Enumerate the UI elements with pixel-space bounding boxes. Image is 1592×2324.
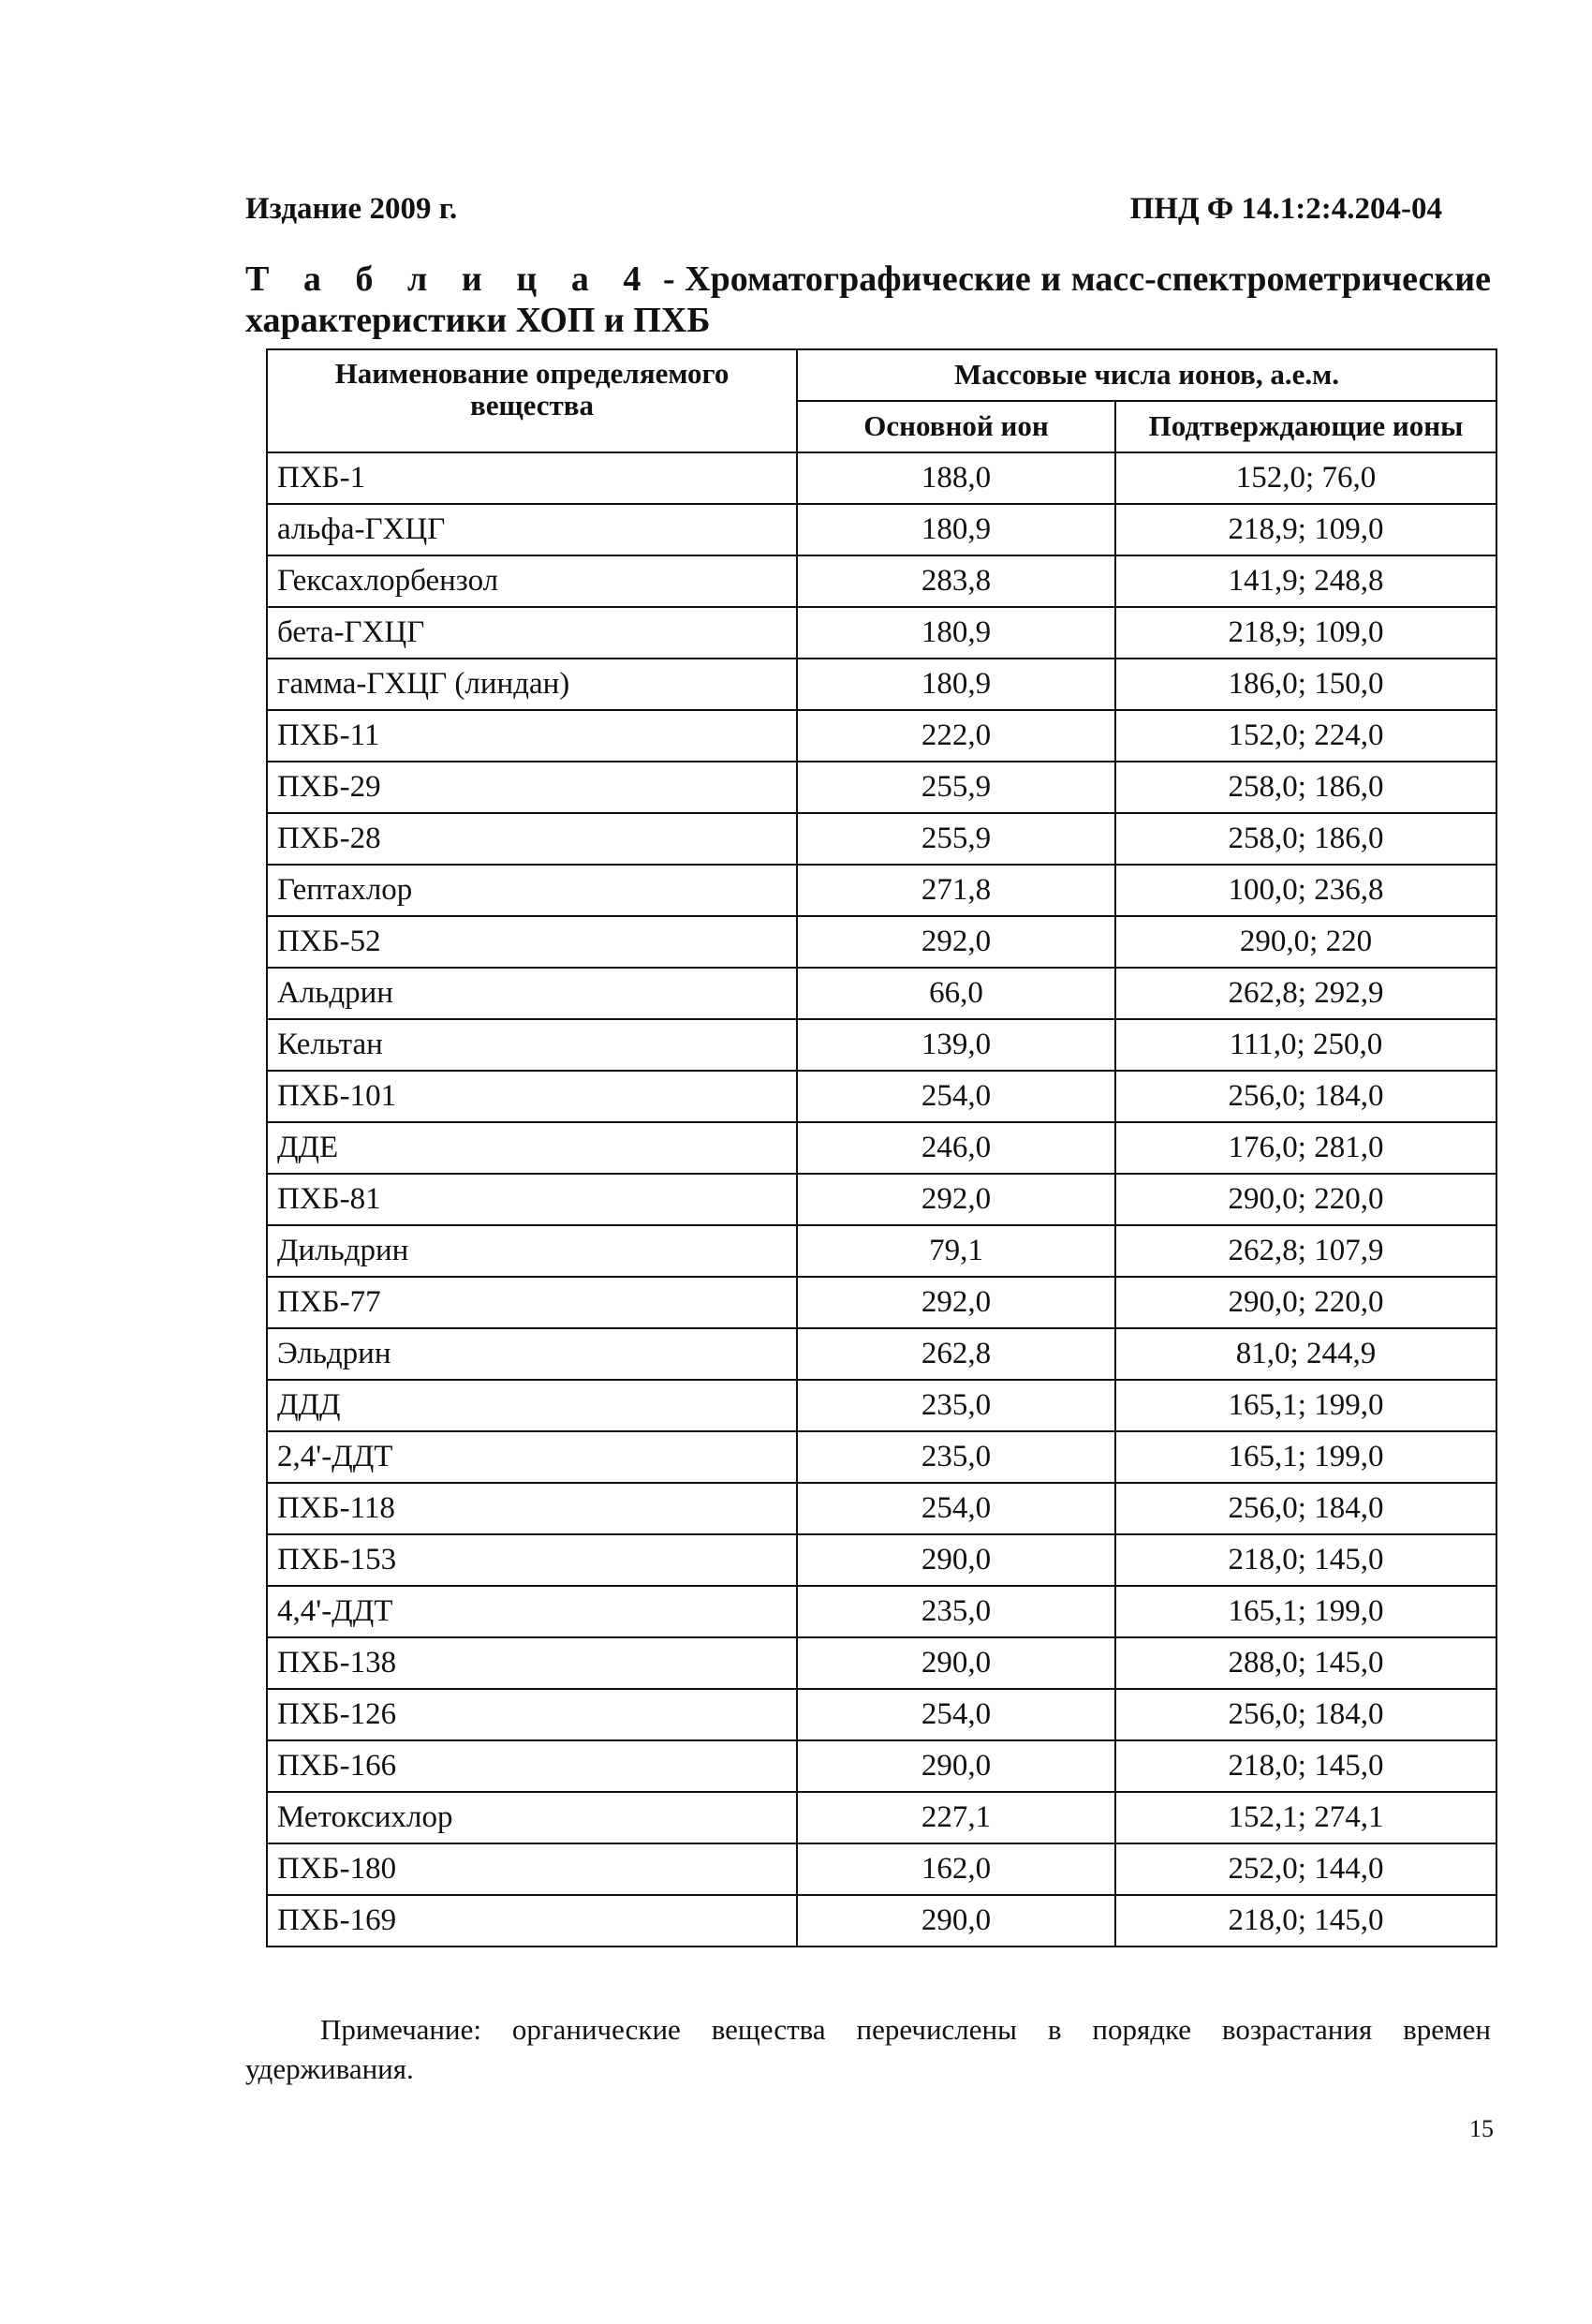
cell-confirm-ions: 141,9; 248,8 [1115, 555, 1496, 607]
cell-main-ion: 180,9 [797, 607, 1115, 659]
cell-substance: 4,4'-ДДТ [267, 1586, 797, 1637]
table-row [267, 1122, 1496, 1174]
cell-main-ion: 271,8 [797, 865, 1115, 916]
cell-main-ion: 283,8 [797, 555, 1115, 607]
cell-main-ion: 254,0 [797, 1689, 1115, 1740]
cell-substance: гамма-ГХЦГ (линдан) [267, 659, 797, 710]
table-row [267, 762, 1496, 813]
cell-substance: Кельтан [267, 1019, 797, 1071]
cell-confirm-ions: 218,9; 109,0 [1115, 607, 1496, 659]
cell-confirm-ions: 262,8; 107,9 [1115, 1225, 1496, 1277]
cell-main-ion: 79,1 [797, 1225, 1115, 1277]
cell-substance: ДДЕ [267, 1122, 797, 1174]
cell-main-ion: 254,0 [797, 1071, 1115, 1122]
cell-main-ion: 188,0 [797, 452, 1115, 504]
cell-main-ion: 292,0 [797, 1277, 1115, 1328]
cell-substance: ПХБ-1 [267, 452, 797, 504]
cell-main-ion: 235,0 [797, 1431, 1115, 1483]
cell-substance: ПХБ-138 [267, 1637, 797, 1689]
cell-confirm-ions: 262,8; 292,9 [1115, 968, 1496, 1019]
table-row [267, 504, 1496, 555]
cell-confirm-ions: 256,0; 184,0 [1115, 1689, 1496, 1740]
cell-substance: ПХБ-180 [267, 1843, 797, 1895]
table-row [267, 865, 1496, 916]
cell-main-ion: 180,9 [797, 659, 1115, 710]
cell-main-ion: 235,0 [797, 1380, 1115, 1431]
table-row [267, 1843, 1496, 1895]
cell-substance: ПХБ-52 [267, 916, 797, 968]
table-body [267, 452, 1496, 1947]
document-code: ПНД Ф 14.1:2:4.204-04 [1129, 192, 1442, 226]
table-row [267, 1225, 1496, 1277]
table-row [267, 555, 1496, 607]
table-row [267, 1174, 1496, 1225]
cell-main-ion: 290,0 [797, 1895, 1115, 1947]
cell-main-ion: 222,0 [797, 710, 1115, 762]
cell-substance: Альдрин [267, 968, 797, 1019]
page-number: 15 [1469, 2115, 1494, 2142]
cell-confirm-ions: 111,0; 250,0 [1115, 1019, 1496, 1071]
cell-confirm-ions: 152,0; 76,0 [1115, 452, 1496, 504]
cell-substance: ПХБ-153 [267, 1534, 797, 1586]
cell-main-ion: 246,0 [797, 1122, 1115, 1174]
cell-confirm-ions: 288,0; 145,0 [1115, 1637, 1496, 1689]
cell-confirm-ions: 152,1; 274,1 [1115, 1792, 1496, 1843]
cell-substance: ПХБ-28 [267, 813, 797, 865]
table-row [267, 1689, 1496, 1740]
cell-substance: ПХБ-126 [267, 1689, 797, 1740]
cell-confirm-ions: 258,0; 186,0 [1115, 813, 1496, 865]
cell-substance: ПХБ-169 [267, 1895, 797, 1947]
cell-main-ion: 235,0 [797, 1586, 1115, 1637]
cell-main-ion: 180,9 [797, 504, 1115, 555]
cell-substance: ПХБ-29 [267, 762, 797, 813]
cell-confirm-ions: 290,0; 220,0 [1115, 1277, 1496, 1328]
cell-confirm-ions: 165,1; 199,0 [1115, 1586, 1496, 1637]
mass-spectra-table [266, 348, 1497, 1947]
cell-main-ion: 66,0 [797, 968, 1115, 1019]
cell-confirm-ions: 165,1; 199,0 [1115, 1431, 1496, 1483]
cell-substance: ПХБ-77 [267, 1277, 797, 1328]
cell-confirm-ions: 290,0; 220 [1115, 916, 1496, 968]
table-row [267, 968, 1496, 1019]
cell-confirm-ions: 176,0; 281,0 [1115, 1122, 1496, 1174]
cell-substance: ПХБ-118 [267, 1483, 797, 1534]
column-header-group: Массовые числа ионов, а.е.м. [797, 349, 1496, 401]
table-row [267, 813, 1496, 865]
cell-substance: бета-ГХЦГ [267, 607, 797, 659]
table-row [267, 710, 1496, 762]
cell-substance: Эльдрин [267, 1328, 797, 1380]
table-caption [245, 259, 1491, 341]
table-row [267, 1895, 1496, 1947]
table-note [245, 2010, 1491, 2089]
cell-confirm-ions: 218,0; 145,0 [1115, 1895, 1496, 1947]
cell-main-ion: 254,0 [797, 1483, 1115, 1534]
table-row [267, 1792, 1496, 1843]
cell-substance: ПХБ-11 [267, 710, 797, 762]
cell-substance: ПХБ-81 [267, 1174, 797, 1225]
cell-confirm-ions: 218,9; 109,0 [1115, 504, 1496, 555]
cell-confirm-ions: 256,0; 184,0 [1115, 1483, 1496, 1534]
cell-substance: Метоксихлор [267, 1792, 797, 1843]
table-row [267, 452, 1496, 504]
cell-main-ion: 162,0 [797, 1843, 1115, 1895]
table-note-text: Примечание: органические вещества перечислены в порядке возрастания времен удерживания. [245, 2013, 1491, 2085]
cell-confirm-ions: 152,0; 224,0 [1115, 710, 1496, 762]
cell-main-ion: 255,9 [797, 762, 1115, 813]
cell-confirm-ions: 290,0; 220,0 [1115, 1174, 1496, 1225]
table-row [267, 1586, 1496, 1637]
cell-substance: Дильдрин [267, 1225, 797, 1277]
table-row [267, 659, 1496, 710]
edition-label: Издание 2009 г. [245, 192, 458, 226]
cell-main-ion: 227,1 [797, 1792, 1115, 1843]
table-row [267, 1328, 1496, 1380]
cell-main-ion: 290,0 [797, 1534, 1115, 1586]
table-row [267, 1534, 1496, 1586]
cell-substance: ПХБ-166 [267, 1740, 797, 1792]
column-header-name: Наименование определяемого вещества [267, 349, 797, 452]
cell-confirm-ions: 81,0; 244,9 [1115, 1328, 1496, 1380]
table-caption-label: Т а б л и ц а 4 [245, 259, 654, 299]
cell-main-ion: 290,0 [797, 1637, 1115, 1689]
cell-main-ion: 139,0 [797, 1019, 1115, 1071]
cell-main-ion: 292,0 [797, 916, 1115, 968]
column-header-main-ion: Основной ион [797, 401, 1115, 452]
table-row [267, 1740, 1496, 1792]
cell-main-ion: 290,0 [797, 1740, 1115, 1792]
column-header-confirm-ions: Подтверждающие ионы [1115, 401, 1496, 452]
table-caption-text: - Хроматографические и масс-спектрометрические характеристики ХОП и ПХБ [245, 259, 1491, 340]
cell-substance: Гептахлор [267, 865, 797, 916]
table-row [267, 1019, 1496, 1071]
cell-confirm-ions: 252,0; 144,0 [1115, 1843, 1496, 1895]
cell-confirm-ions: 100,0; 236,8 [1115, 865, 1496, 916]
cell-main-ion: 262,8 [797, 1328, 1115, 1380]
cell-confirm-ions: 165,1; 199,0 [1115, 1380, 1496, 1431]
table-row [267, 1637, 1496, 1689]
cell-confirm-ions: 258,0; 186,0 [1115, 762, 1496, 813]
table-row [267, 1431, 1496, 1483]
cell-confirm-ions: 186,0; 150,0 [1115, 659, 1496, 710]
cell-confirm-ions: 256,0; 184,0 [1115, 1071, 1496, 1122]
cell-substance: ДДД [267, 1380, 797, 1431]
table-row [267, 916, 1496, 968]
cell-substance: Гексахлорбензол [267, 555, 797, 607]
table-row [267, 1277, 1496, 1328]
cell-confirm-ions: 218,0; 145,0 [1115, 1534, 1496, 1586]
cell-substance: ПХБ-101 [267, 1071, 797, 1122]
cell-main-ion: 255,9 [797, 813, 1115, 865]
cell-substance: 2,4'-ДДТ [267, 1431, 797, 1483]
table-row [267, 1380, 1496, 1431]
table-row [267, 1483, 1496, 1534]
table-row [267, 607, 1496, 659]
table-row [267, 1071, 1496, 1122]
cell-main-ion: 292,0 [797, 1174, 1115, 1225]
cell-substance: альфа-ГХЦГ [267, 504, 797, 555]
cell-confirm-ions: 218,0; 145,0 [1115, 1740, 1496, 1792]
